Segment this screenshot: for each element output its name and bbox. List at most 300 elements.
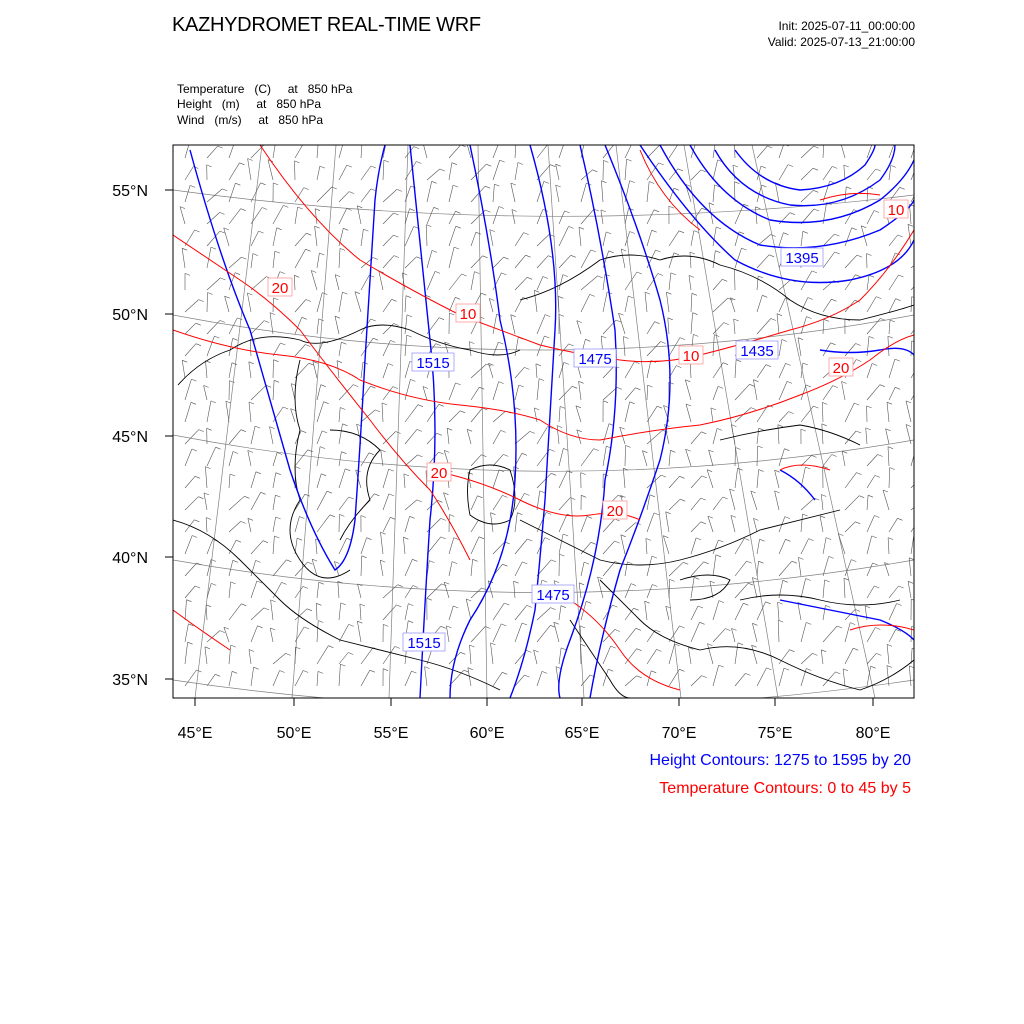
wind-barb-flag [511, 183, 516, 185]
wind-barb-flag [494, 184, 499, 186]
wind-barb-flag [859, 496, 864, 498]
wind-barb-flag [603, 160, 608, 162]
wind-barb [361, 229, 363, 246]
wind-barb-flag [524, 233, 529, 235]
wind-barb [273, 495, 275, 510]
wind-barb-flag [762, 295, 767, 297]
wind-barb [707, 470, 713, 488]
wind-barb [845, 210, 854, 224]
wind-barb-flag [295, 161, 300, 163]
wind-barb [251, 321, 264, 334]
wind-barb [867, 211, 874, 225]
wind-barb [182, 360, 185, 378]
wind-barb-flag [307, 609, 312, 611]
wind-barb-flag [867, 406, 872, 408]
wind-barb-flag [439, 318, 444, 320]
wind-barb-flag [498, 342, 503, 344]
wind-barb [185, 430, 199, 444]
lat-label: 45°N [112, 429, 148, 446]
wind-barb-flag [499, 207, 504, 209]
wind-barb [493, 141, 500, 158]
wind-barb-flag [468, 668, 473, 670]
wind-barb-flag [670, 450, 675, 452]
wind-barb-flag [542, 580, 547, 582]
wind-barb-flag [369, 453, 374, 455]
wind-barb [822, 424, 823, 444]
wind-barb [229, 474, 230, 488]
wind-barb-flag [539, 379, 544, 381]
wind-barb [889, 468, 890, 489]
wind-barb-flag [612, 605, 617, 607]
wind-barb-flag [587, 516, 592, 518]
wind-barb-flag [282, 582, 287, 584]
wind-barb-flag [887, 402, 892, 404]
wind-barb-flag [886, 429, 891, 431]
wind-barb-flag [579, 227, 584, 229]
wind-barb-flag [918, 190, 923, 192]
wind-barb [554, 622, 559, 642]
wind-barb-flag [544, 181, 549, 183]
wind-barb-flag [473, 559, 478, 561]
svg-text:10: 10 [682, 348, 700, 365]
wind-barb-flag [182, 248, 187, 250]
wind-barb-flag [895, 359, 900, 361]
wind-barb [757, 365, 766, 378]
wind-barb [669, 140, 681, 158]
wind-barb [339, 424, 343, 444]
wind-barb-flag [747, 561, 752, 563]
wind-barb-flag [503, 454, 508, 456]
wind-barb-flag [678, 169, 683, 171]
wind-barb-flag [601, 336, 606, 338]
wind-barb [713, 555, 716, 576]
wind-barb-flag [824, 319, 829, 321]
wind-barb [669, 669, 679, 686]
wind-barb [867, 318, 880, 334]
wind-barb [206, 518, 207, 533]
wind-barb [820, 516, 823, 532]
wind-barb [841, 142, 846, 158]
wind-barb-flag [208, 293, 213, 295]
wind-barb [229, 560, 233, 576]
wind-barb [427, 169, 440, 180]
wind-barb [734, 139, 735, 158]
wind-barb [823, 252, 835, 268]
wind-barb [579, 381, 581, 400]
wind-barb-flag [397, 189, 402, 191]
wind-barb [317, 385, 321, 400]
wind-barb-flag [436, 344, 441, 346]
wind-barb-flag [347, 165, 352, 167]
wind-barb-flag [616, 320, 621, 322]
wind-barb-flag [769, 255, 774, 257]
wind-barb-flag [701, 498, 706, 500]
wind-barb [339, 192, 349, 202]
wind-barb-flag [194, 520, 199, 522]
wind-barb [579, 227, 581, 246]
wind-barb-flag [244, 496, 249, 498]
wind-barb-flag [207, 165, 212, 167]
wind-barb-flag [319, 253, 324, 255]
wind-barb-flag [276, 473, 281, 475]
wind-barb [603, 292, 607, 312]
wind-barb [493, 411, 506, 422]
wind-barb-flag [645, 292, 650, 294]
wind-barb [427, 207, 434, 224]
wind-barb [405, 361, 410, 378]
wind-barb [537, 209, 543, 224]
wind-barb-flag [343, 143, 348, 145]
wind-barb-flag [837, 626, 842, 628]
wind-barb-flag [256, 472, 261, 474]
wind-barb-flag [825, 580, 830, 582]
wind-barb-flag [692, 293, 697, 295]
wind-barb [559, 275, 563, 290]
wind-barb [383, 432, 396, 445]
wind-barb [647, 585, 652, 599]
wind-barb [317, 166, 320, 180]
wind-barb-flag [591, 250, 596, 252]
wind-barb-flag [502, 672, 507, 674]
wind-barb-flag [808, 298, 813, 300]
wind-barb-flag [478, 496, 483, 498]
wind-barb-flag [522, 562, 527, 564]
wind-barb-flag [380, 560, 385, 562]
lon-label: 70°E [661, 725, 697, 742]
wind-barb-flag [370, 670, 375, 672]
wind-barb-flag [912, 648, 917, 650]
wind-barb [691, 522, 701, 532]
wind-barb-flag [485, 186, 490, 188]
wind-barb-flag [306, 300, 311, 302]
wind-barb-flag [387, 141, 392, 143]
wind-barb-flag [922, 319, 927, 321]
wind-barb [911, 341, 912, 356]
wind-barb [317, 474, 321, 488]
wind-barb-flag [654, 210, 659, 212]
wind-barb [273, 653, 286, 664]
wind-barb-flag [680, 499, 685, 501]
wind-barb [515, 605, 527, 620]
wind-barb-flag [734, 319, 739, 321]
wind-barb [713, 386, 718, 400]
wind-barb-flag [383, 624, 388, 626]
wind-barb-flag [231, 645, 236, 647]
wind-barb-flag [569, 344, 574, 346]
wind-barb-flag [182, 360, 187, 362]
wind-barb-flag [696, 538, 701, 540]
wind-barb [559, 514, 567, 532]
wind-barb-flag [784, 449, 789, 451]
wind-barb [845, 344, 856, 357]
wind-barb [515, 367, 524, 378]
wind-barb [757, 446, 758, 466]
wind-barb-flag [249, 402, 254, 404]
wind-barb [471, 627, 485, 643]
wind-barb [778, 602, 779, 620]
wind-barb [557, 426, 559, 444]
wind-barb-flag [718, 386, 723, 388]
wind-barb-flag [759, 428, 764, 430]
wind-barb-flag [422, 137, 427, 139]
wind-barb [427, 181, 432, 202]
wind-barb-flag [851, 560, 856, 562]
wind-barb-flag [581, 473, 586, 475]
wind-barb [713, 428, 717, 444]
wind-barb [357, 206, 361, 224]
wind-barb [515, 431, 530, 444]
wind-barb [229, 257, 241, 268]
wind-barb-flag [627, 159, 632, 161]
wind-barb [185, 497, 198, 510]
svg-text:20: 20 [271, 280, 289, 297]
wind-barb [515, 163, 518, 181]
wind-barb [845, 255, 857, 268]
wind-barb [337, 361, 339, 378]
wind-barb-flag [786, 539, 791, 541]
wind-barb-flag [233, 452, 238, 454]
wind-barb-flag [551, 560, 556, 562]
wind-barb-flag [753, 380, 758, 382]
wind-barb [207, 583, 211, 598]
wind-barb [295, 233, 306, 246]
wind-barb [229, 141, 235, 158]
wind-barb [666, 512, 669, 532]
wind-barb [361, 453, 369, 466]
wind-barb-flag [698, 606, 703, 608]
wind-barb-flag [357, 206, 362, 208]
wind-barb [887, 402, 889, 422]
wind-barb [493, 382, 499, 400]
wind-barb-flag [801, 429, 806, 431]
wind-barb-flag [812, 271, 817, 273]
wind-barb [713, 665, 719, 686]
field-height: Height (m) at 850 hPa [177, 97, 322, 111]
wind-barb [251, 183, 261, 202]
wind-barb [735, 583, 748, 598]
wind-barb [534, 290, 537, 312]
wind-barb [493, 454, 503, 466]
wind-barb-flag [204, 493, 209, 495]
wind-barb-flag [733, 165, 738, 167]
wind-barb [295, 627, 304, 642]
wind-barb-flag [249, 650, 254, 652]
wind-barb [663, 536, 669, 554]
wind-barb-flag [503, 564, 508, 566]
wind-barb-flag [270, 427, 275, 429]
wind-barb-flag [833, 386, 838, 388]
wind-barb [295, 141, 305, 159]
wind-barb-flag [743, 603, 748, 605]
wind-barb-flag [550, 449, 555, 451]
wind-barb [493, 342, 498, 356]
wind-barb [581, 250, 591, 268]
wind-barb [731, 515, 735, 532]
wind-barb [735, 673, 745, 686]
wind-barb [511, 183, 515, 202]
wind-barb [779, 381, 787, 400]
map-frame [173, 145, 914, 698]
wind-barb-flag [395, 646, 400, 648]
wind-barb [316, 603, 317, 620]
wind-barb [801, 653, 812, 664]
wind-barb-flag [917, 166, 922, 168]
wind-barb-flag [339, 514, 344, 516]
wind-barb [248, 450, 251, 466]
wind-barb-flag [185, 273, 190, 275]
wind-barb [842, 382, 846, 401]
wind-barb-flag [476, 232, 481, 234]
wind-barb [515, 255, 526, 268]
wind-barb [843, 669, 845, 686]
wind-barb [779, 144, 784, 158]
wind-barb [645, 601, 647, 620]
wind-barb-flag [340, 408, 345, 410]
wind-barb-flag [702, 476, 707, 478]
wind-barb [185, 536, 192, 555]
wind-barb-flag [504, 257, 509, 259]
wind-barb-flag [394, 235, 399, 237]
wind-barb [207, 278, 220, 290]
wind-barb [381, 532, 384, 554]
wind-barb [867, 653, 876, 664]
lat-label: 50°N [112, 307, 148, 324]
wind-barb-flag [803, 363, 808, 365]
wind-barb [185, 140, 190, 158]
wind-barb [537, 379, 539, 400]
wind-barb-flag [360, 604, 365, 606]
wind-barb [621, 535, 625, 554]
wind-barb [647, 361, 651, 379]
wind-barb-flag [751, 408, 756, 410]
wind-barb [251, 581, 257, 598]
wind-barb-flag [670, 579, 675, 581]
wind-barb-flag [759, 470, 764, 472]
wind-barb [317, 671, 318, 686]
wind-barb [185, 300, 199, 312]
wind-barb-flag [710, 581, 715, 583]
wind-barb-flag [192, 536, 197, 538]
wind-barb [273, 473, 276, 488]
wind-barb-flag [645, 601, 650, 603]
wind-barb [339, 408, 340, 423]
wind-barb [271, 600, 273, 620]
wind-barb [845, 648, 853, 664]
wind-barb-flag [192, 449, 197, 451]
wind-barb [537, 473, 551, 488]
wind-barb [801, 539, 809, 554]
wind-barb-flag [357, 621, 362, 623]
wind-barb-flag [899, 275, 904, 277]
wind-barb-flag [453, 606, 458, 608]
wind-barb [909, 666, 911, 686]
wind-barb [229, 604, 241, 620]
temperature-label [603, 501, 627, 520]
wind-barb-flag [777, 314, 782, 316]
wind-barb [801, 514, 803, 532]
wind-barb-flag [551, 608, 556, 610]
wind-barb-flag [394, 256, 399, 258]
wind-barb-flag [534, 290, 539, 292]
wind-barb [471, 559, 473, 576]
wind-barb-flag [403, 537, 408, 539]
wind-barb-flag [534, 408, 539, 410]
wind-barb-flag [689, 275, 694, 277]
wind-barb-flag [842, 382, 847, 384]
wind-barb [559, 471, 567, 488]
wind-barb-flag [233, 560, 238, 562]
wind-barb [689, 275, 691, 290]
wind-barb-flag [466, 599, 471, 601]
wind-barb [339, 385, 353, 400]
wind-barb-flag [341, 603, 346, 605]
wind-barb [735, 643, 738, 664]
wind-barb [295, 207, 298, 224]
wind-barb-flag [274, 536, 279, 538]
wind-barb-flag [321, 385, 326, 387]
wind-barb-flag [241, 604, 246, 606]
wind-barb-flag [261, 492, 266, 494]
wind-barb [405, 429, 417, 444]
wind-barb-flag [452, 562, 457, 564]
wind-barb-flag [731, 515, 736, 517]
wind-barb-flag [831, 343, 836, 345]
wind-barb-flag [814, 406, 819, 408]
chart-title: KAZHYDROMET REAL-TIME WRF [172, 14, 481, 36]
height-contour-note: Height Contours: 1275 to 1595 by 20 [649, 752, 911, 769]
svg-text:1515: 1515 [407, 635, 441, 652]
wind-barb [515, 513, 517, 532]
wind-barb-flag [598, 577, 603, 579]
svg-text:20: 20 [606, 503, 624, 520]
wind-barb-flag [890, 320, 895, 322]
wind-barb-flag [783, 580, 788, 582]
wind-barb [405, 315, 407, 334]
wind-barb-flag [888, 538, 893, 540]
wind-barb [625, 523, 636, 532]
wind-barb [383, 494, 389, 510]
wind-barb [449, 538, 454, 554]
wind-barb-flag [551, 141, 556, 143]
wind-barb-flag [898, 235, 903, 237]
wind-barb-flag [301, 431, 306, 433]
wind-barb-flag [322, 293, 327, 295]
wind-barb-flag [440, 169, 445, 171]
wind-barb [713, 141, 716, 158]
wind-barb [229, 452, 233, 467]
wind-barb [754, 518, 758, 532]
wind-barb [295, 450, 308, 466]
wind-barb [713, 629, 725, 642]
lat-label: 55°N [112, 183, 148, 200]
wind-barb-flag [198, 497, 203, 499]
wind-barb [405, 162, 416, 181]
wind-barb [339, 469, 345, 488]
wind-barb [405, 147, 414, 158]
wind-barb-flag [580, 644, 585, 646]
wind-barb-flag [196, 344, 201, 346]
wind-barb-flag [211, 247, 216, 249]
wind-barb-flag [340, 248, 345, 250]
wind-barb [295, 161, 296, 180]
wind-barb-flag [373, 258, 378, 260]
wind-barb [251, 231, 259, 246]
wind-barb-flag [826, 538, 831, 540]
wind-barb [845, 623, 850, 642]
wind-barb-flag [821, 650, 826, 652]
wind-barb-flag [483, 256, 488, 258]
wind-barb-flag [785, 517, 790, 519]
